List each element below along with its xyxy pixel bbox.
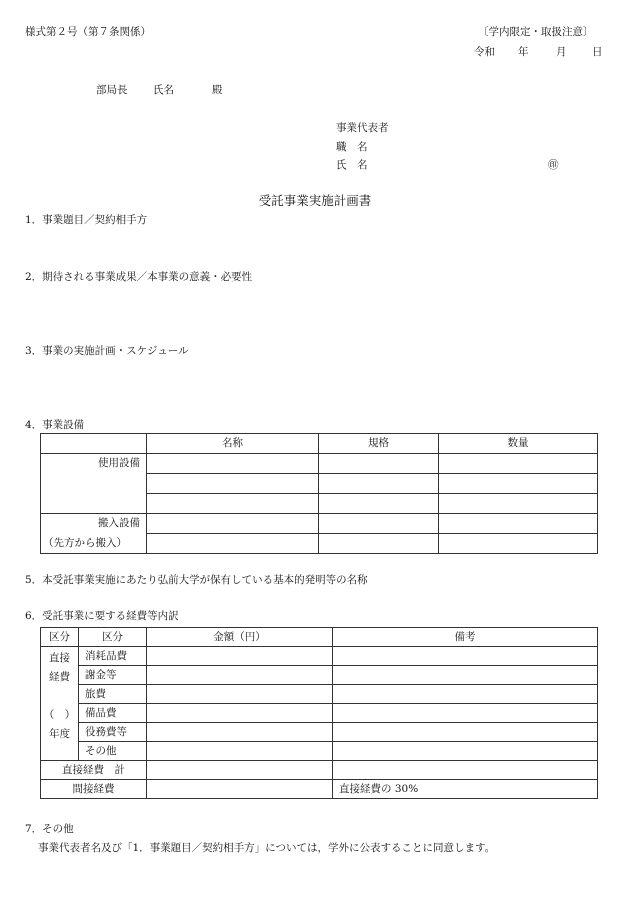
table-cell <box>333 761 598 780</box>
table-cell <box>147 685 333 704</box>
representative-label: 事業代表者 <box>336 122 389 134</box>
section-3-heading: 3．事業の実施計画・スケジュール <box>25 345 189 357</box>
expense-header-amount: 金額（円） <box>147 628 333 647</box>
disclosure-consent-text: 事業代表者名及び「1．事業題目／契約相手方」については，学外に公表することに同意します。 <box>38 842 496 854</box>
table-cell <box>319 514 439 534</box>
table-cell <box>147 494 319 514</box>
table-cell <box>333 647 598 666</box>
table-cell <box>439 514 598 534</box>
expense-header-category1: 区分 <box>41 628 79 647</box>
direct-cost-total-label: 直接経費 計 <box>41 761 147 780</box>
cost-label: 経費 <box>49 671 70 683</box>
expense-item: 旅費 <box>79 685 147 704</box>
table-cell <box>147 474 319 494</box>
table-cell <box>319 494 439 514</box>
table-cell <box>147 761 333 780</box>
year-paren: （ ） <box>43 709 76 721</box>
direct-label: 直接 <box>49 652 70 664</box>
section-7-heading: 7．その他 <box>25 823 74 835</box>
table-cell <box>147 454 319 474</box>
table-cell <box>147 534 319 554</box>
brought-equipment-sub: （先方から搬入） <box>41 534 147 554</box>
section-5-heading: 5．本受託事業実施にあたり弘前大学が保有している基本的発明等の名称 <box>25 574 368 586</box>
table-cell <box>333 742 598 761</box>
table-cell <box>319 534 439 554</box>
table-cell <box>147 514 319 534</box>
section-4-heading: 4．事業設備 <box>25 419 85 431</box>
table-cell <box>147 723 333 742</box>
table-cell <box>319 454 439 474</box>
representative-name-label: 氏 名 <box>336 159 368 171</box>
table-cell <box>439 534 598 554</box>
addressee-honorific: 殿 <box>212 84 223 96</box>
expense-header-category2: 区分 <box>79 628 147 647</box>
table-cell <box>439 494 598 514</box>
indirect-cost-note: 直接経費の 30% <box>333 780 598 799</box>
table-cell <box>319 474 439 494</box>
expense-item: 消耗品費 <box>79 647 147 666</box>
table-cell <box>333 666 598 685</box>
form-number: 様式第２号（第７条関係） <box>25 26 151 38</box>
section-6-heading: 6．受託事業に要する経費等内訳 <box>25 610 179 622</box>
section-1-heading: 1．事業題目／契約相手方 <box>25 214 148 226</box>
brought-equipment-label: 搬入設備 <box>41 514 147 534</box>
table-cell <box>333 704 598 723</box>
table-cell <box>439 474 598 494</box>
table-cell <box>439 454 598 474</box>
position-label: 職 名 <box>336 141 368 153</box>
addressee-name-label: 氏名 <box>153 84 174 96</box>
expense-item: その他 <box>79 742 147 761</box>
expense-item: 謝金等 <box>79 666 147 685</box>
document-title: 受託事業実施計画書 <box>258 193 372 208</box>
addressee-title: 部局長 <box>96 84 128 96</box>
direct-cost-year-cell <box>41 647 79 761</box>
expense-item: 役務費等 <box>79 723 147 742</box>
table-cell <box>147 666 333 685</box>
used-equipment-label: 使用設備 <box>41 454 147 474</box>
restriction-notice: 〔学内限定・取扱注意〕 <box>478 26 594 38</box>
equipment-header-name: 名称 <box>147 434 319 454</box>
section-2-heading: 2．期待される事業成果／本事業の意義・必要性 <box>25 271 253 283</box>
equipment-header-qty: 数量 <box>439 434 598 454</box>
expense-header-remarks: 備考 <box>333 628 598 647</box>
date-day: 日 <box>592 46 603 58</box>
expense-item: 備品費 <box>79 704 147 723</box>
table-cell <box>147 704 333 723</box>
table-cell <box>147 742 333 761</box>
expense-table <box>40 627 598 799</box>
fiscal-year-label: 年度 <box>49 728 70 740</box>
table-cell <box>147 780 333 799</box>
equipment-table <box>40 433 598 554</box>
date-year: 年 <box>518 46 529 58</box>
seal-mark: ㊞ <box>548 159 559 171</box>
equipment-header-spec: 規格 <box>319 434 439 454</box>
table-cell <box>333 685 598 704</box>
indirect-cost-label: 間接経費 <box>41 780 147 799</box>
table-cell <box>333 723 598 742</box>
table-cell <box>147 647 333 666</box>
date-month: 月 <box>556 46 567 58</box>
date-era: 令和 <box>474 46 495 58</box>
